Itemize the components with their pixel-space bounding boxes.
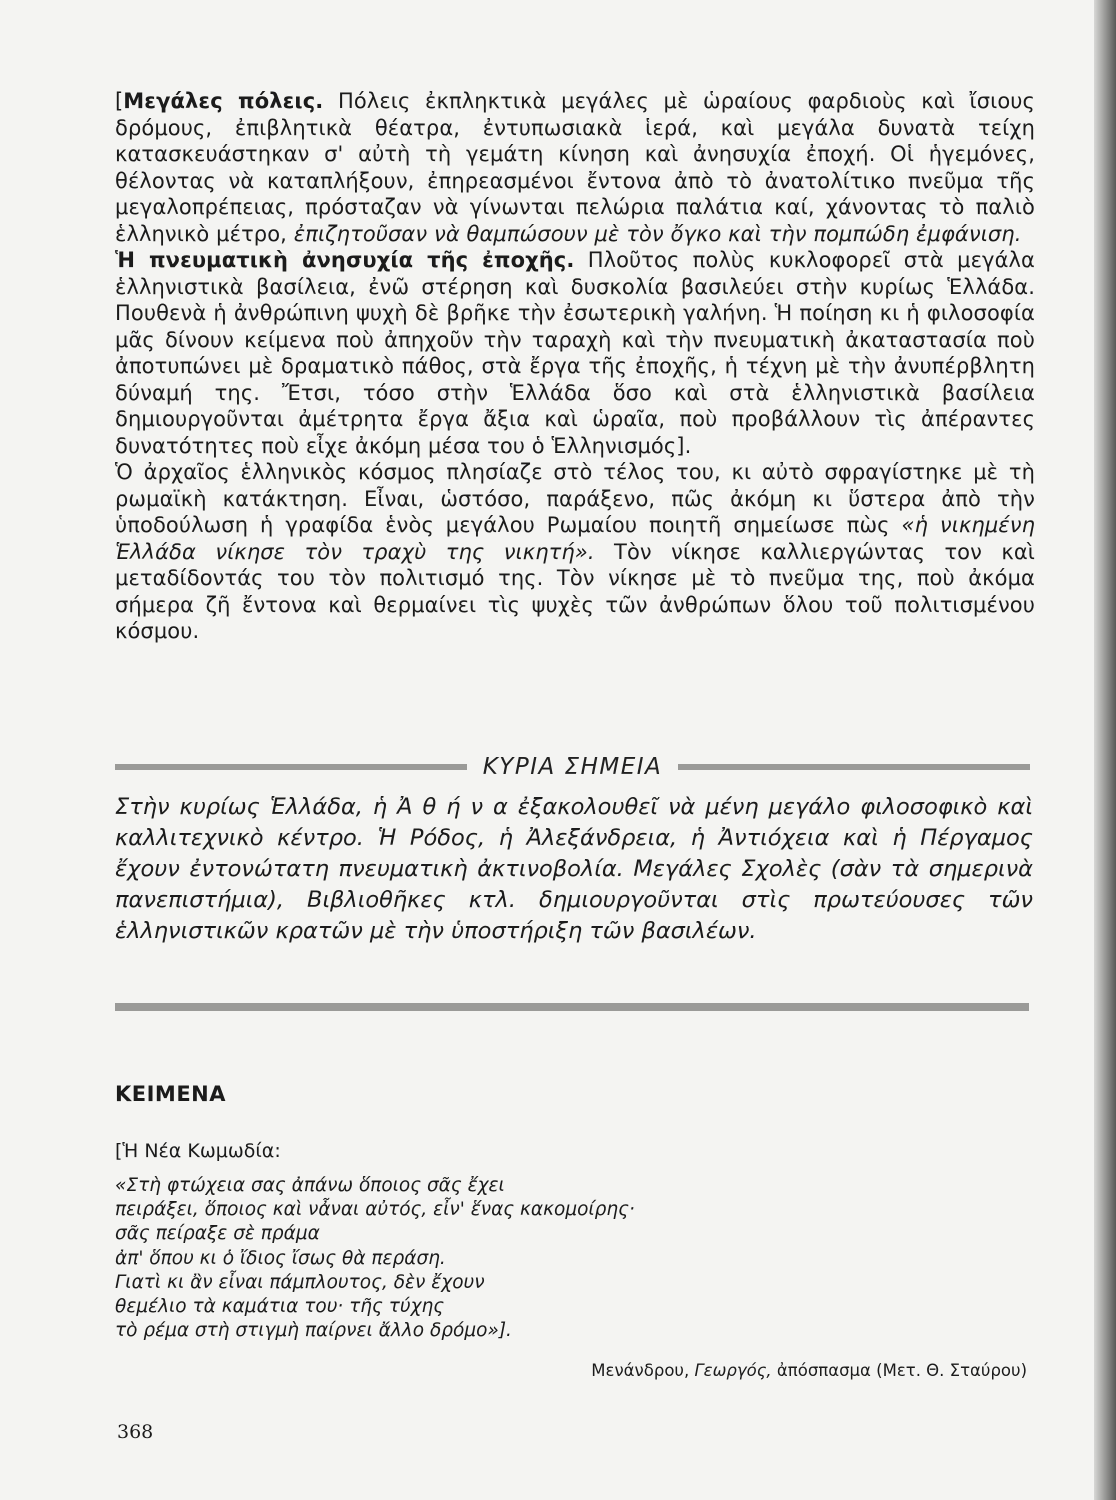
paragraph-italic: ἐπιζητοῦσαν νὰ θαμπώσουν μὲ τὸν ὄγκο καὶ τὴν πομπώδη ἐμφάνιση.: [293, 221, 1022, 246]
citation-rest: ἀπόσπασμα (Μετ. Θ. Σταύρου): [776, 1361, 1027, 1380]
paragraph-text: Ὁ ἀρχαῖος ἑλληνικὸς κόσμος πλησίαζε στὸ τέλος του, κι αὐτὸ σφραγίστηκε μὲ τὴ ρωμαϊκὴ κατάκτηση. Εἶναι, ὡστόσο, παράξενο, πῶς ἀκόμη κι ὕστερα ἀπὸ τὴν ὑποδούλωση ἡ γραφίδα ἑνὸς μεγάλου Ρωμαίου ποιητῆ σημείωσε πὼς: [115, 460, 1035, 537]
paragraph-spiritual-unrest: [115, 247, 1035, 459]
poem-line: σᾶς πείραξε σὲ πράμα: [115, 1223, 320, 1245]
citation-work: Γεωργός,: [694, 1361, 772, 1380]
page-binding-edge: [1094, 0, 1116, 1500]
citation: [591, 1361, 1027, 1380]
poem-line: «Στὴ φτώχεια σας ἀπάνω ὅποιος σᾶς ἔχει: [115, 1175, 505, 1196]
paragraph-heading: Μεγάλες πόλεις.: [123, 89, 324, 113]
poem-line: ἀπ' ὅπου κι ὁ ἴδιος ἴσως θὰ περάση.: [115, 1247, 446, 1269]
section-divider: [115, 1003, 1029, 1011]
poem-line: θεμέλιο τὰ καμάτια του· τῆς τύχης: [115, 1296, 445, 1318]
poem-line: πειράξει, ὅποιος καὶ νἆναι αὐτός, εἶν' ἕνας κακομοίρης·: [115, 1199, 635, 1221]
paragraph-text: Πόλεις ἐκπληκτικὰ μεγάλες μὲ ὡραίους φαρδιοὺς καὶ ἴσιους δρόμους, ἐπιβλητικὰ θέατρα, ἐντυπωσιακὰ ἱερά, καὶ μεγάλα δυνατὰ τείχη κατασκευάστηκαν σ' αὐτὴ τὴ γεμάτη κίνηση καὶ ἀνησυχία ἐποχή. Οἱ ἡγεμόνες, θέλοντας νὰ καταπλήξουν, ἐπηρεασμένοι ἔντονα ἀπὸ τὸ ἀνατολίτικο πνεῦμα τῆς μεγαλοπρέπειας, πρόσταζαν νὰ γίνωνται πελώρια παλάτια καί, χάνοντας τὸ παλιὸ ἑλληνικὸ μέτρο,: [115, 89, 1035, 246]
poem-line: Γιατὶ κι ἂν εἶναι πάμπλουτος, δὲν ἔχουν: [115, 1271, 485, 1293]
paragraph-text: Τὸν νίκησε καλλιεργώντας τον καὶ μεταδίδοντάς του τὸν πολιτισμό της. Τὸν νίκησε μὲ τὸ πνεῦμα της, ποὺ ἀκόμα σήμερα ζῆ ἔντονα καὶ θερμαίνει τὶς ψυχὲς τῶν ἀνθρώπων ὅλου τοῦ πολιτισμένου κόσμου.: [115, 539, 1035, 643]
citation-author: Μενάνδρου,: [591, 1361, 690, 1380]
texts-heading: ΚΕΙΜΕΝΑ: [115, 1082, 227, 1106]
page-number: 368: [117, 1421, 154, 1443]
poem: [115, 1174, 815, 1343]
poem-line: τὸ ρέμα στὴ στιγμὴ παίρνει ἄλλο δρόμο»].: [115, 1320, 512, 1342]
key-points-title: ΚΥΡΙΑ ΣΗΜΕΙΑ: [482, 754, 663, 780]
paragraph-great-cities: [Μεγάλες πόλεις. Πόλεις ἐκπληκτικὰ μεγάλες μὲ ὡραίους φαρδιοὺς καὶ ἴσιους δρόμους, ἐπιβλητικὰ θέατρα, ἐντυπωσιακὰ ἱερά, καὶ μεγάλα δυνατὰ τείχη κατασκευάστηκαν σ' αὐτὴ τὴ γεμάτη κίνηση καὶ ἀνησυχία ἐποχή. Οἱ ἡγεμόνες, θέλοντας νὰ καταπλήξουν, ἐπηρεασμένοι ἔντονα ἀπὸ τὸ ἀνατολίτικο πνεῦμα τῆς μεγαλοπρέπειας, πρόσταζαν νὰ γίνωνται πελώρια παλάτια καί, χάνοντας τὸ παλιὸ ἑλληνικὸ μέτρο, ἐπιζητοῦσαν νὰ θαμπώσουν μὲ τὸν ὄγκο καὶ τὴν πομπώδη ἐμφάνιση.: [115, 89, 1035, 246]
excerpt-title: [Ἡ Νέα Κωμωδία:: [115, 1140, 281, 1162]
key-points-text: Στὴν κυρίως Ἑλλάδα, ἡ Ἀ θ ή ν α ἐξακολουθεῖ νὰ μένη μεγάλο φιλοσοφικὸ καὶ καλλιτεχνικὸ κέντρο. Ἡ Ρόδος, ἡ Ἀλεξάνδρεια, ἡ Ἀντιόχεια καὶ ἡ Πέργαμος ἔχουν ἐντονώτατη πνευματικὴ ἀκτινοβολία. Μεγάλες Σχολὲς (σὰν τὰ σημερινὰ πανεπιστήμια), Βιβλιοθῆκες κτλ. δημιουργοῦνται στὶς πρωτεύουσες τῶν ἑλληνιστικῶν κρατῶν μὲ τὴν ὑποστήριξη τῶν βασιλέων.: [115, 794, 1033, 944]
paragraph-heading: Ἡ πνευματικὴ ἀνησυχία τῆς ἐποχῆς.: [115, 248, 575, 272]
horace-quote: «ἡ νικημένη Ἑλλάδα νίκησε τὸν τραχὺ της νικητή».: [115, 513, 1035, 564]
key-points-header: [115, 751, 1030, 783]
header-rule-right: [678, 764, 1030, 770]
paragraph-roman-conquest: [115, 459, 1035, 645]
body-text: [115, 88, 1035, 645]
header-rule-left: [115, 764, 467, 770]
paragraph-text: Πλοῦτος πολὺς κυκλοφορεῖ στὰ μεγάλα ἑλληνιστικὰ βασίλεια, ἐνῶ στέρηση καὶ δυσκολία βασιλεύει στὴν κυρίως Ἑλλάδα. Πουθενὰ ἡ ἀνθρώπινη ψυχὴ δὲ βρῆκε τὴν ἐσωτερικὴ γαλήνη. Ἡ ποίηση κι ἡ φιλοσοφία μᾶς δίνουν κείμενα ποὺ ἀπηχοῦν τὴν ταραχὴ καὶ τὴν πνευματικὴ ἀκαταστασία ποὺ ἀποτυπώνει μὲ δραματικὸ πάθος, στὰ ἔργα τῆς ἐποχῆς, ἡ τέχνη μὲ τὴν ἀνυπέρβλητη δύναμή της. Ἔτσι, τόσο στὴν Ἑλλάδα ὅσο καὶ στὰ ἑλληνιστικὰ βασίλεια δημιουργοῦνται ἀμέτρητα ἔργα ἄξια καὶ ὡραῖα, ποὺ προβάλλουν τὶς ἀπέραντες δυνατότητες ποὺ εἶχε ἀκόμη μέσα του ὁ Ἑλληνισμός].: [115, 248, 1035, 458]
